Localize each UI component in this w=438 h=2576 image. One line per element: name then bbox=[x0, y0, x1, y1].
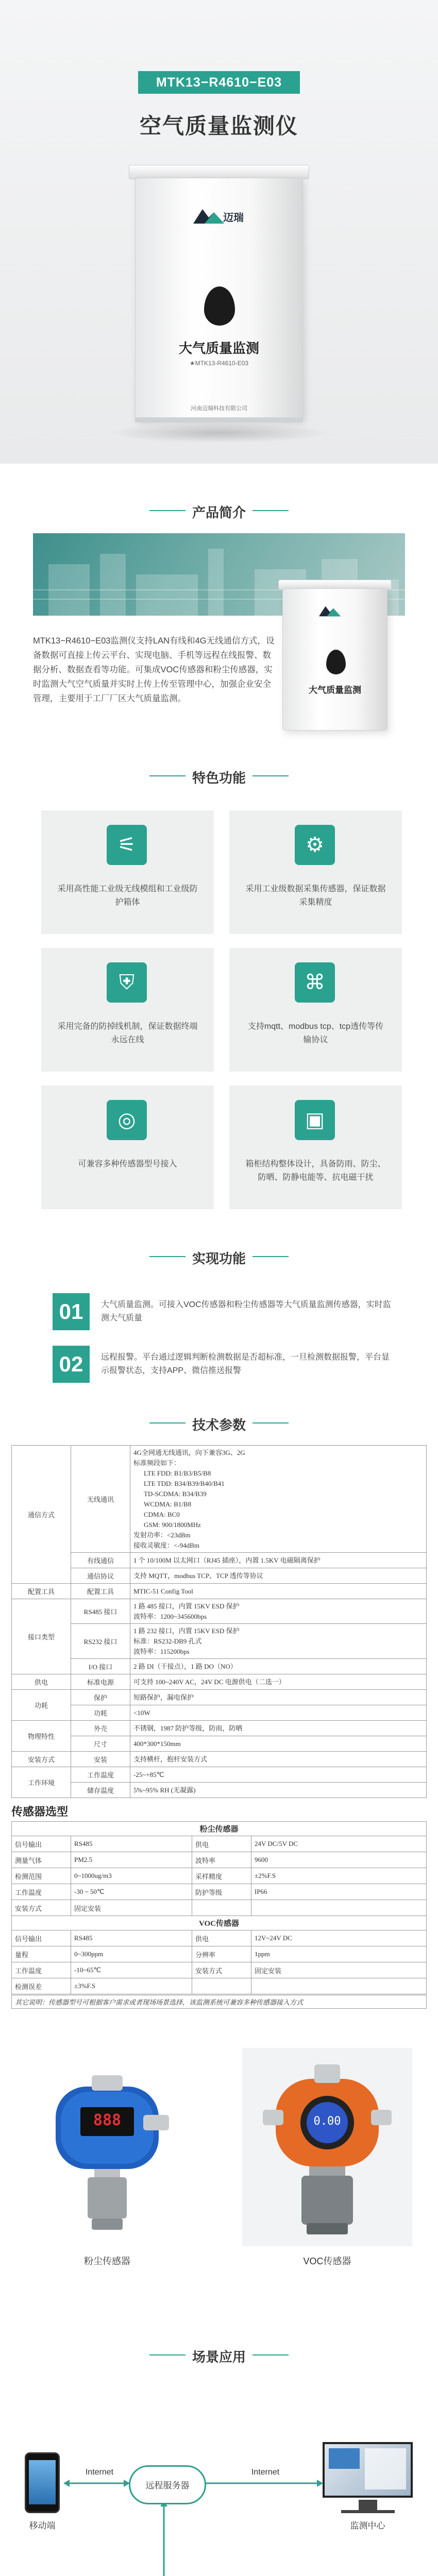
sensor-param-label: 采样精度 bbox=[192, 1868, 251, 1884]
spec-label: 安装 bbox=[71, 1752, 130, 1767]
spec-value-line: 2 路 DI（干接点），1 路 DO（NO） bbox=[133, 1662, 237, 1670]
device-footer: 河南迈瑞科技有限公司 bbox=[191, 405, 247, 412]
spec-value-line: -25~+85℃ bbox=[133, 1770, 164, 1778]
cabinet-device bbox=[135, 178, 303, 420]
sensor-note: 其它说明：传感器型号可根据客户需求或者现场场景选择，该监测系统可兼容多种传感器接入方式 bbox=[12, 1995, 427, 2009]
spec-value bbox=[130, 1674, 427, 1690]
dust-caption: 粉尘传感器 bbox=[84, 2256, 130, 2266]
impl-text-1: 大气质量监测。可接入VOC传感器和粉尘传感器等大气质量监测传感器，实时监测大气质量 bbox=[101, 1300, 391, 1323]
gear-icon: ⚙ bbox=[295, 825, 335, 865]
spec-row bbox=[12, 1752, 427, 1767]
sensor-row bbox=[12, 1884, 427, 1900]
intro-text: MTK13−R4610−E03监测仪支持LAN有线和4G无线通信方式，设备数据可直接上传云平台、实现电脑、手机等远程在线报警、数据分析、数据查看等功能。可集成VOC传感器和粉尘传感器，实时监测大气空气质量并实时上传上传至管理中心，加强企业安全管理，主要用于工厂厂区大气质量监测。 bbox=[33, 636, 275, 703]
spec-value bbox=[130, 1659, 427, 1674]
spec-row bbox=[12, 1721, 427, 1736]
spec-value bbox=[130, 1721, 427, 1736]
spec-value-line: 5%~95% RH (无凝露) bbox=[133, 1786, 196, 1794]
monitor-stand bbox=[359, 2500, 377, 2511]
sensor-param-value: IP66 bbox=[251, 1884, 427, 1900]
chip-icon: ▣ bbox=[295, 1100, 335, 1140]
intro-title: 产品简介 bbox=[192, 505, 246, 520]
spec-value-line: 波特率：1200~345600bps bbox=[133, 1612, 207, 1620]
mobile-phone-icon bbox=[25, 2452, 60, 2513]
spec-value bbox=[130, 1705, 427, 1721]
impl-title: 实现功能 bbox=[192, 1251, 246, 1266]
spec-group: 配置工具 bbox=[12, 1584, 71, 1599]
feature-card-6 bbox=[229, 1086, 402, 1209]
title-line-right bbox=[252, 510, 289, 511]
spec-row bbox=[12, 1736, 427, 1752]
spec-row bbox=[12, 1674, 427, 1690]
sensor-param-label: 防护等级 bbox=[192, 1884, 251, 1900]
spec-group: 安装方式 bbox=[12, 1752, 71, 1767]
spec-row bbox=[12, 1705, 427, 1721]
spec-value-line: <10W bbox=[133, 1708, 150, 1717]
sensor-param-value: 固定安装 bbox=[71, 1900, 192, 1916]
spec-row bbox=[12, 1446, 427, 1553]
sensor-param-label: 检测范围 bbox=[12, 1868, 71, 1884]
spec-label: 有线通信 bbox=[71, 1553, 130, 1568]
spec-value-line: 4G全网通无线通讯，向下兼容3G、2G bbox=[133, 1448, 245, 1456]
sensor-icon: ◎ bbox=[107, 1100, 147, 1140]
sensor-param-label: 供电 bbox=[192, 1836, 251, 1852]
brand-logo bbox=[193, 205, 245, 228]
sensor-row bbox=[12, 1978, 427, 1994]
sensor-row bbox=[12, 1836, 427, 1852]
intro-droplet-icon bbox=[326, 650, 346, 674]
spec-label: RS485 接口 bbox=[71, 1599, 130, 1624]
dust-sensor-table bbox=[11, 1821, 427, 1916]
spec-value-line: GSM: 900/1800MHz bbox=[144, 1520, 201, 1529]
hero-section bbox=[0, 0, 438, 464]
sensor-param-label: 供电 bbox=[192, 1930, 251, 1946]
feature-text: 采用完备的防掉线机制，保证数据终端永远在线 bbox=[57, 1022, 198, 1044]
sensor-param-label: 信号输出 bbox=[12, 1930, 71, 1946]
spec-value-line: 发射功率：<23dBm bbox=[133, 1531, 191, 1539]
sensor-row bbox=[12, 1946, 427, 1962]
spec-value-line: 标准频段如下： bbox=[133, 1459, 181, 1467]
impl-text-2: 远程报警。平台通过逻辑判断检测数据是否超标准，一旦检测数据报警，平台显示报警状态，支持APP、微信推送报警 bbox=[101, 1353, 390, 1375]
spec-row bbox=[12, 1659, 427, 1674]
intro-device-title: 大气质量监测 bbox=[309, 685, 361, 695]
shield-icon: ⛨ bbox=[107, 962, 147, 1003]
sensor-param-value: ±2%F.S bbox=[251, 1868, 427, 1884]
spec-value bbox=[130, 1767, 427, 1783]
sensor-param-label bbox=[192, 1900, 251, 1916]
spec-label: 通信协议 bbox=[71, 1568, 130, 1584]
spec-group: 工作环境 bbox=[12, 1767, 71, 1798]
spec-value-line: MTIC-51 Config Tool bbox=[133, 1587, 193, 1595]
spec-value bbox=[130, 1446, 427, 1553]
sensor-param-label: 波特率 bbox=[192, 1852, 251, 1868]
title-line-right bbox=[252, 1422, 289, 1423]
sensor-param-value: 12V~24V DC bbox=[251, 1930, 427, 1946]
spec-value-line: 不锈钢，1987 防护等级，防雨，防晒 bbox=[133, 1724, 243, 1732]
spec-value bbox=[130, 1690, 427, 1705]
sensor-row bbox=[12, 1868, 427, 1884]
spec-value-line: 可支持 100~240V AC，24V DC 电源供电（二选一） bbox=[133, 1677, 285, 1686]
intro-logo-icon bbox=[319, 603, 341, 618]
spec-value bbox=[130, 1736, 427, 1752]
sensor-param-label bbox=[192, 1978, 251, 1994]
device-subtitle: ★MTK13-R4610-E03 bbox=[189, 360, 249, 367]
spec-row bbox=[12, 1584, 427, 1599]
sensor-param-value: -10~65℃ bbox=[71, 1962, 192, 1978]
spec-label: I/O 接口 bbox=[71, 1659, 130, 1674]
spec-label: 外壳 bbox=[71, 1721, 130, 1736]
sensor-param-value bbox=[251, 1900, 427, 1916]
title-line-right bbox=[252, 2354, 289, 2355]
sensor-param-label: 安装方式 bbox=[192, 1962, 251, 1978]
page-title: 空气质量监测仪 bbox=[139, 114, 298, 138]
spec-value-line: 1 路 232 接口，内置 15KV ESD 保护 bbox=[133, 1626, 240, 1635]
server-label: 远程服务器 bbox=[145, 2481, 190, 2490]
sensor-param-value: RS485 bbox=[71, 1836, 192, 1852]
spec-label: 保护 bbox=[71, 1690, 130, 1705]
spec-row bbox=[12, 1568, 427, 1584]
spec-value bbox=[130, 1624, 427, 1659]
feature-card-4 bbox=[229, 948, 402, 1072]
spec-value-line: 400*300*150mm bbox=[133, 1739, 181, 1748]
spec-value bbox=[130, 1553, 427, 1568]
spec-value bbox=[130, 1752, 427, 1767]
spec-row bbox=[12, 1553, 427, 1568]
sensor-param-label: 安装方式 bbox=[12, 1900, 71, 1916]
feature-text: 箱柜结构整体设计，具备防雨、防尘、防晒、防静电能等、抗电磁干扰 bbox=[245, 1160, 386, 1182]
spec-group: 供电 bbox=[12, 1674, 71, 1690]
sensor-row bbox=[12, 1852, 427, 1868]
voc-caption: VOC传感器 bbox=[303, 2256, 351, 2266]
scene-title: 场景应用 bbox=[192, 2349, 246, 2365]
monitor-panel bbox=[329, 2448, 360, 2469]
feature-text: 采用高性能工业级无线模组和工业级防护箱体 bbox=[57, 885, 198, 907]
sensor-param-value: 0~300ppm bbox=[71, 1946, 192, 1962]
sensor-param-value: 24V DC/5V DC bbox=[251, 1836, 427, 1852]
monitor-center-icon bbox=[323, 2442, 413, 2498]
hero-shadow bbox=[108, 422, 330, 443]
sensors-title: 传感器选型 bbox=[11, 1805, 69, 1818]
spec-group: 接口类型 bbox=[12, 1599, 71, 1674]
spec-value bbox=[130, 1584, 427, 1599]
sensor-note-table bbox=[11, 1995, 427, 2009]
mobile-label: 移动端 bbox=[29, 2521, 56, 2531]
spec-value-line: LTE FDD: B1/B3/B5/B8 bbox=[144, 1469, 211, 1477]
title-line-right bbox=[252, 1256, 289, 1257]
cabinet-base bbox=[135, 417, 303, 422]
monitor-label: 监测中心 bbox=[350, 2521, 385, 2531]
spec-group: 通信方式 bbox=[12, 1446, 71, 1584]
sensor-param-label: 工作温度 bbox=[12, 1962, 71, 1978]
spec-value-line: 1 路 485 接口，内置 15KV ESD 保护 bbox=[133, 1602, 240, 1610]
spec-row bbox=[12, 1599, 427, 1624]
sensor-row bbox=[12, 1930, 427, 1946]
spec-value-line: TD-SCDMA: B34/B39 bbox=[144, 1489, 207, 1498]
dust-table-head: 粉尘传感器 bbox=[12, 1822, 427, 1836]
spec-row bbox=[12, 1624, 427, 1659]
spec-label: 储存温度 bbox=[71, 1783, 130, 1798]
product-model-badge: MTK13−R4610−E03 bbox=[138, 71, 300, 94]
voc-table-head: VOC传感器 bbox=[12, 1916, 427, 1930]
spec-value-line: 波特率：115200bps bbox=[133, 1647, 190, 1655]
monitor-panel bbox=[365, 2448, 406, 2489]
sensor-param-value: ±3%F.S bbox=[71, 1978, 192, 1994]
brand-name: 迈瑞 bbox=[223, 212, 244, 224]
spec-value-line: 接收灵敏度：<-94dBm bbox=[133, 1541, 199, 1549]
sensor-param-value bbox=[251, 1978, 427, 1994]
dust-sensor-icon bbox=[40, 2066, 174, 2236]
feature-card-1 bbox=[41, 810, 214, 934]
feature-text: 可兼容多种传感器型号接入 bbox=[78, 1160, 177, 1168]
dust-display: 888 bbox=[93, 2111, 122, 2129]
sensor-param-value: -30 ~ 50℃ bbox=[71, 1884, 192, 1900]
sensor-param-label: 信号输出 bbox=[12, 1836, 71, 1852]
feature-card-3 bbox=[41, 948, 214, 1072]
spec-group: 物理特性 bbox=[12, 1721, 71, 1752]
spec-label: 标准电源 bbox=[71, 1674, 130, 1690]
specs-title: 技术参数 bbox=[192, 1417, 246, 1433]
internet-label-right: Internet bbox=[251, 2468, 280, 2477]
spec-value-line: CDMA: BC0 bbox=[144, 1510, 180, 1518]
specs-table bbox=[11, 1445, 427, 1798]
mountain-logo-icon bbox=[193, 205, 224, 226]
signal-icon: ⚟ bbox=[107, 825, 147, 865]
spec-group: 功耗 bbox=[12, 1690, 71, 1721]
spec-value-line: 标准：RS232-DB9 孔式 bbox=[133, 1637, 202, 1645]
sensor-param-value: 0~1000ug/m3 bbox=[71, 1868, 192, 1884]
spec-value-line: LTE TDD: B34/B39/B40/B41 bbox=[144, 1479, 225, 1487]
spec-label: 尺寸 bbox=[71, 1736, 130, 1752]
sensor-row bbox=[12, 1962, 427, 1978]
intro-cabinet bbox=[282, 588, 388, 731]
spec-value-line: 支持横杆，抱杆安装方式 bbox=[133, 1755, 208, 1763]
sensor-param-label: 分辨率 bbox=[192, 1946, 251, 1962]
spec-value bbox=[130, 1599, 427, 1624]
sensor-param-label: 量程 bbox=[12, 1946, 71, 1962]
spec-value bbox=[130, 1783, 427, 1798]
sensor-param-label: 检测误差 bbox=[12, 1978, 71, 1994]
spec-label: 功耗 bbox=[71, 1705, 130, 1721]
spec-value-line: 支持 MQTT，modbus TCP、TCP 透传等协议 bbox=[133, 1571, 263, 1580]
spec-label: 配置工具 bbox=[71, 1584, 130, 1599]
spec-row bbox=[12, 1783, 427, 1798]
sensor-param-value: 固定安装 bbox=[251, 1962, 427, 1978]
voc-sensor-table bbox=[11, 1916, 427, 1994]
voc-display: 0.00 bbox=[313, 2115, 341, 2128]
spec-value-line: WCDMA: B1/B8 bbox=[144, 1500, 192, 1508]
spec-value-line: 1 个 10/100M 以太网口（RJ45 插座），内置 1.5KV 电磁隔离保护 bbox=[133, 1556, 321, 1564]
feature-text: 采用工业级数据采集传感器，保证数据采集精度 bbox=[245, 885, 386, 907]
internet-label-left: Internet bbox=[85, 2468, 114, 2477]
sensor-param-value: 9600 bbox=[251, 1852, 427, 1868]
spec-value-line: 短路保护，漏电保护 bbox=[133, 1693, 194, 1701]
cabinet-roof bbox=[129, 165, 309, 179]
spec-label: 工作温度 bbox=[71, 1767, 130, 1783]
feature-card-2 bbox=[229, 810, 402, 934]
spec-label: RS232 接口 bbox=[71, 1624, 130, 1659]
feature-card-5 bbox=[41, 1086, 214, 1209]
sensor-param-value: PM2.5 bbox=[71, 1852, 192, 1868]
phone-screen bbox=[29, 2460, 56, 2504]
features-title: 特色功能 bbox=[192, 770, 246, 786]
spec-value bbox=[130, 1568, 427, 1584]
monitor-base bbox=[341, 2510, 395, 2513]
sensor-param-value: RS485 bbox=[71, 1930, 192, 1946]
impl-number-2: 02 bbox=[53, 1346, 90, 1383]
feature-text: 支持mqtt、modbus tcp、tcp透传等传输协议 bbox=[247, 1022, 384, 1044]
voc-sensor-icon bbox=[242, 2048, 412, 2246]
network-icon: ⌘ bbox=[295, 962, 335, 1003]
sensor-row bbox=[12, 1900, 427, 1916]
sensor-param-label: 测量气体 bbox=[12, 1852, 71, 1868]
sensor-param-value: 1ppm bbox=[251, 1946, 427, 1962]
device-title: 大气质量监测 bbox=[178, 341, 259, 356]
title-line-right bbox=[252, 775, 289, 776]
sensor-param-label: 工作温度 bbox=[12, 1884, 71, 1900]
impl-number-1: 01 bbox=[53, 1293, 90, 1330]
spec-label: 无线通讯 bbox=[71, 1446, 130, 1553]
droplet-icon bbox=[204, 286, 235, 326]
dust-sensor-image bbox=[40, 2066, 174, 2236]
spec-row bbox=[12, 1767, 427, 1783]
spec-row bbox=[12, 1690, 427, 1705]
voc-sensor-image bbox=[242, 2048, 412, 2246]
